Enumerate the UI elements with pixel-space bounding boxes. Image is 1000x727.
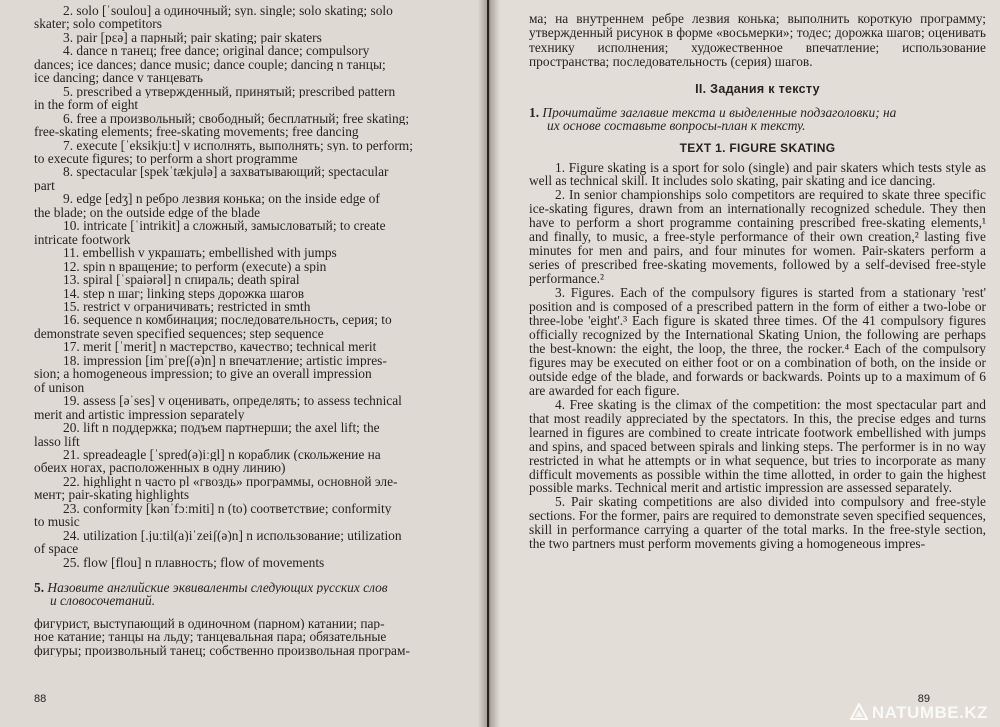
vocab-line: обеих ногах, расположенных в одну линию) (34, 461, 286, 475)
vocab-line: 14. step n шаг; linking steps дорожка шагов (63, 286, 305, 300)
vocab-line: 21. spreadeagle [ˈspred(ə)iːgl] n кораблик (скольжение на (63, 447, 381, 462)
vocab-line: 22. highlight n часто pl «гвоздь» программы, основной эле- (63, 474, 398, 489)
carried-over-text: ма; на внутреннем ребре лезвия конька; выполнить короткую программу; утвержденный рисунок в форме «восьмерки»; тодес; дорожка шагов; оценивать технику исполнения; художественное впечатление; использование пространства; последовательность (серия) шагов. (529, 11, 986, 70)
task-number: 1. (529, 105, 540, 120)
task-1 (529, 106, 986, 133)
vocab-line: 9. edge [edʒ] n ребро лезвия конька; on the inside edge of (63, 192, 380, 206)
exercise-line (34, 581, 472, 594)
watermark (850, 703, 988, 723)
vocab-line: 19. assess [əˈses] v оценивать, определять; to assess technical (63, 394, 402, 408)
paragraph: 2. In senior championships solo competitors are required to skate three specific ice-skating figures, drawn from an internationally recognized schedule. They then have to perform a short programme containing prescribed free-skating elements,¹ and finally, to music, a free-style performance of their own creation,² lasting five minutes for men and pairs, and four minutes for women. Pair-skaters perform a series of prescribed free-skating movements, followed by a self-devised free-style performance.² (529, 187, 986, 287)
vocab-line: lasso lift (34, 434, 80, 448)
vocab-line: 15. restrict v ограничивать; restricted in smth (63, 299, 311, 314)
vocab-line: 16. sequence n комбинация; последовательность, серия; to (63, 313, 392, 327)
task-line (529, 106, 986, 119)
vocab-line: 25. flow [flou] n плавность; flow of movements (63, 555, 325, 570)
vocab-line: 24. utilization [.juːtil(a)iˈzeiʃ(ə)n] n использование; utilization (63, 528, 402, 543)
vocab-line: 2. solo [ˈsoulou] a одиночный; syn. single; solo skating; solo (63, 4, 393, 18)
vocab-line: dances; ice dances; dance music; dance couple; dancing n танцы; (34, 57, 386, 72)
exercise-word-list (34, 617, 472, 657)
watermark-text: NATUMBE.KZ (871, 703, 988, 722)
paragraph: 4. Free skating is the climax of the competition: the most spectacular part and that most readily appreciated by the spectators. In this, the precise edges and turns learned in figures are combined to create intricate footwork embellished with jumps and spins, and spaced between spirals and linking steps. The performer is in no way restricted in what he attempts or in what sequence, but tries to incorporate as many difficult movements as possible within the time allotted, in order to gain the highest possible marks. Technical merit and artistic impression are assessed separately. (529, 396, 986, 496)
vocab-line: of space (34, 542, 79, 556)
vocab-line: 20. lift n поддержка; подъем партнерши; the axel lift; the (63, 421, 380, 435)
paragraph: 3. Figures. Each of the compulsory figures is started from a stationary 'rest' position and is composed of a prescribed pattern in the form of either a two-lobe or three-lobe 'eight'.³ Each figure is skated three times. Of the 41 compulsory figures officially recognized by the International Skating Union, the following are perhaps the best-known: the eight, the loop, the three, the rocker.⁴ Each of the compulsory figures may be executed on either foot or on a combination of both, on the inside or outside edge of the blade, and forwards or backwards. Points up to a maximum of 6 are awarded for each figure. (529, 285, 986, 398)
right-page (489, 0, 1000, 727)
vocab-line: intricate footwork (34, 232, 131, 247)
vocab-line: 13. spiral [ˈspaiərəl] n спираль; death spiral (63, 273, 300, 287)
vocab-line: 5. prescribed a утвержденный, принятый; prescribed pattern (63, 84, 396, 99)
exercise-text-2: и словосочетаний. (50, 594, 156, 608)
vocab-line: 6. free a произвольный; свободный; бесплатный; free skating; (63, 111, 410, 126)
vocabulary-list (34, 4, 472, 569)
vocab-line: merit and artistic impression separately (34, 407, 245, 422)
exercise-text-1: Назовите английские эквиваленты следующих русских слов (47, 581, 388, 595)
vocab-line: 23. conformity [kənˈfɔːmiti] n (to) соответствие; conformity (63, 501, 392, 516)
vocab-line: free-skating elements; free-skating movements; free dancing (34, 125, 359, 139)
vocab-line: 10. intricate [ˈintrikit] a сложный, замысловатый; to create (63, 219, 386, 233)
left-page (0, 0, 487, 727)
paragraph: 1. Figure skating is a sport for solo (single) and pair skaters which tests style as well as technical skill. It includes solo skating, pair skating and ice dancing. (529, 159, 986, 189)
vocab-line: 12. spin n вращение; to perform (execute) a spin (63, 259, 327, 274)
task-text-1: Прочитайте заглавие текста и выделенные подзаголовки; на (542, 105, 897, 120)
paragraph: 5. Pair skating competitions are also divided into compulsory and free-style sections. For the former, pairs are required to demonstrate seven specified sequences, skill in performance carrying a quarter of the total marks. In the free-style section, the two partners must perform movements giving a homogeneous impres- (529, 494, 986, 552)
text-title: TEXT 1. FIGURE SKATING (679, 140, 836, 155)
vocab-line: 3. pair [pɛə] a парный; pair skating; pair skaters (63, 30, 322, 45)
word-list-line: фигурист, выступающий в одиночном (парном) катании; пар- (34, 616, 385, 631)
vocab-line: demonstrate seven specified sequences; step sequence (34, 326, 324, 341)
vocab-line: to execute figures; to perform a short programme (34, 151, 298, 166)
vocab-line: to music (34, 515, 80, 529)
text-body (529, 161, 986, 552)
page-number-left: 88 (34, 693, 47, 705)
section-title: II. Задания к тексту (695, 81, 820, 96)
vocab-line: 11. embellish v украшать; embellished with jumps (63, 246, 337, 260)
vocab-line: ice dancing; dance v танцевать (34, 71, 203, 85)
page-number-right: 89 (917, 693, 930, 705)
word-list-line: ное катание; танцы на льду; танцевальная пара; обязательные (34, 630, 387, 644)
triangle-logo-icon (850, 703, 868, 721)
vocab-line: sion; a homogeneous impression; to give an overall impression (34, 367, 372, 381)
vocab-line: part (34, 178, 55, 193)
vocab-line: the blade; on the outside edge of the blade (34, 205, 261, 220)
vocab-line: 18. impression [imˈpreʃ(ə)n] n впечатление; artistic impres- (63, 353, 387, 368)
vocab-line: 8. spectacular [spekˈtækjulə] a захватывающий; spectacular (63, 165, 389, 179)
vocab-line: мент; pair-skating highlights (34, 488, 190, 502)
vocab-line: skater; solo competitors (34, 17, 162, 31)
vocab-line: 17. merit [ˈmerit] n мастерство, качество; technical merit (63, 340, 377, 354)
exercise-number: 5. (34, 581, 45, 595)
vocab-line: of unison (34, 380, 85, 395)
vocab-line: in the form of eight (34, 98, 139, 112)
vocab-line: 7. execute [ˈeksikjuːt] v исполнять, выполнять; syn. to perform; (63, 138, 413, 152)
book-spine-shadow (478, 0, 500, 727)
task-text-2: их основе составьте вопросы-план к тексту. (547, 119, 806, 133)
exercise-5-heading (34, 581, 472, 608)
vocab-line: 4. dance n танец; free dance; original dance; compulsory (63, 44, 370, 58)
word-list-line: фигуры; произвольный танец; собственно произвольная програм- (34, 643, 410, 658)
